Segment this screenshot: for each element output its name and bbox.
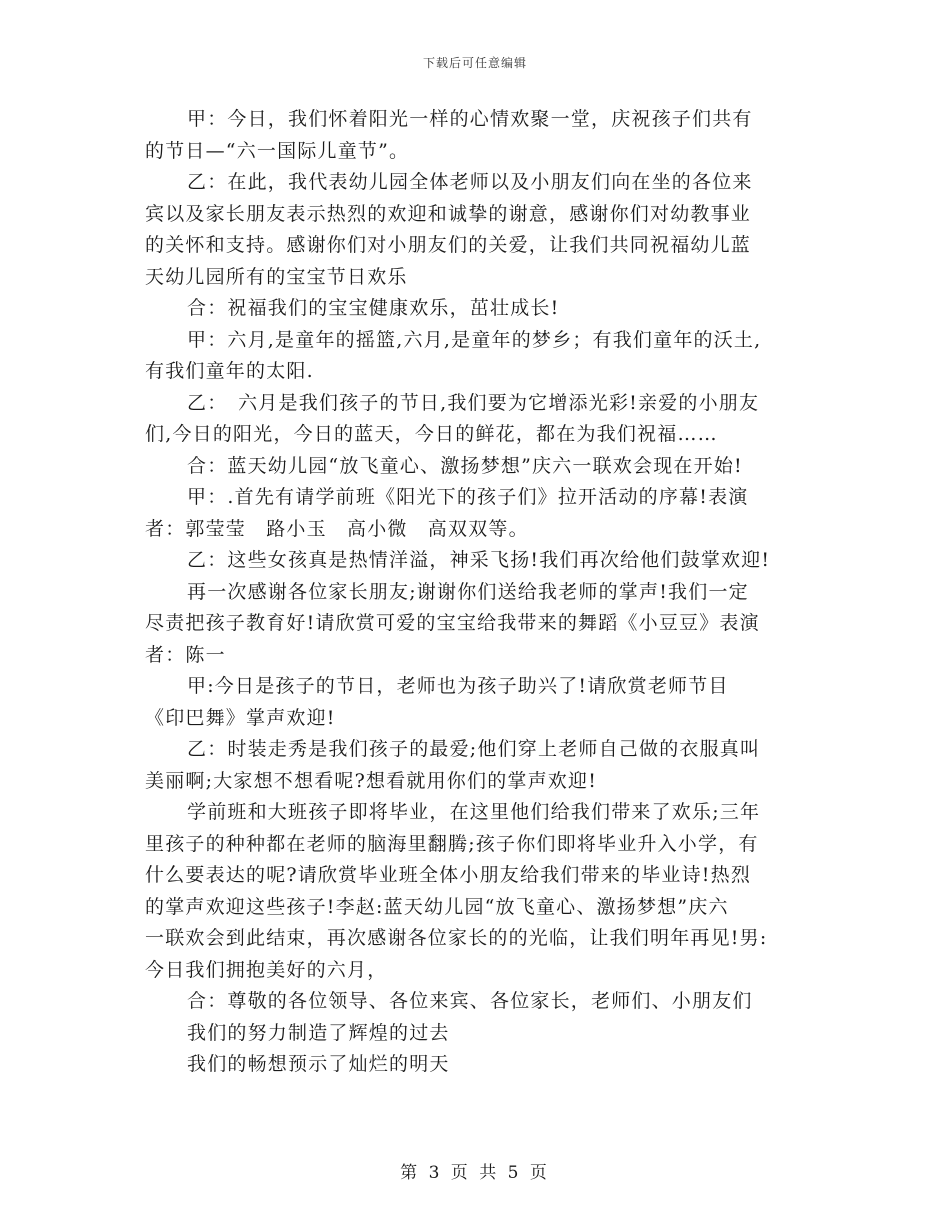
paragraph-line: 合：祝福我们的宝宝健康欢乐，茁壮成长! bbox=[187, 297, 560, 319]
page-footer: 第 3 页 共 5 页 bbox=[400, 1163, 550, 1183]
paragraph-line: 的关怀和支持。感谢你们对小朋友们的关爱，让我们共同祝福幼儿蓝 bbox=[145, 234, 752, 256]
paragraph-line: 乙：时装走秀是我们孩子的最爱;他们穿上老师自己做的衣服真叫 bbox=[187, 738, 761, 760]
paragraph-line: 乙： 六月是我们孩子的节日,我们要为它增添光彩!亲爱的小朋友 bbox=[187, 391, 760, 414]
paragraph-line: 乙：在此，我代表幼儿园全体老师以及小朋友们向在坐的各位来 bbox=[187, 171, 753, 193]
paragraph-line: 的掌声欢迎这些孩子!李赵:蓝天幼儿园“放飞童心、激扬梦想”庆六 bbox=[145, 895, 729, 918]
paragraph-line: 什么要表达的呢?请欣赏毕业班全体小朋友给我们带来的毕业诗!热烈 bbox=[145, 864, 752, 886]
page-header: 下载后可任意编辑 bbox=[422, 56, 527, 70]
paragraph-line: 里孩子的种种都在老师的脑海里翻腾;孩子你们即将毕业升入小学，有 bbox=[145, 832, 759, 855]
paragraph-line: 乙：这些女孩真是热情洋溢，神采飞扬!我们再次给他们鼓掌欢迎! bbox=[187, 549, 771, 571]
paragraph-line: 我们的畅想预示了灿烂的明天 bbox=[187, 1053, 450, 1075]
paragraph-line: 宾以及家长朋友表示热烈的欢迎和诚挚的谢意，感谢你们对幼教事业 bbox=[145, 202, 752, 225]
paragraph-line: 甲:今日是孩子的节日，老师也为孩子助兴了!请欣赏老师节目 bbox=[187, 675, 729, 697]
paragraph-line: 美丽啊;大家想不想看呢?想看就用你们的掌声欢迎! bbox=[145, 769, 598, 792]
paragraph-line: 甲：六月,是童年的摇篮,六月,是童年的梦乡；有我们童年的沃土, bbox=[187, 328, 762, 351]
paragraph-line: 者：陈一 bbox=[145, 643, 226, 666]
paragraph-line: 一联欢会到此结束，再次感谢各位家长的的光临，让我们明年再见!男: bbox=[145, 927, 768, 949]
paragraph-line: 我们的努力制造了辉煌的过去 bbox=[187, 1021, 450, 1044]
paragraph-line: 天幼儿园所有的宝宝节日欢乐 bbox=[145, 265, 408, 288]
paragraph-line: 合：尊敬的各位领导、各位来宾、各位家长，老师们、小朋友们 bbox=[187, 990, 753, 1012]
paragraph-line: 再一次感谢各位家长朋友;谢谢你们送给我老师的掌声!我们一定 bbox=[187, 580, 749, 603]
paragraph-line: 合：蓝天幼儿园“放飞童心、激扬梦想”庆六一联欢会现在开始! bbox=[187, 454, 743, 477]
paragraph-line: 今日我们拥抱美好的六月， bbox=[145, 958, 388, 981]
paragraph-line: 甲：.首先有请学前班《阳光下的孩子们》拉开活动的序幕!表演 bbox=[187, 486, 749, 508]
paragraph-line: 《印巴舞》掌声欢迎! bbox=[145, 706, 336, 729]
document-body bbox=[145, 104, 810, 1081]
paragraph-line: 者：郭莹莹 路小玉 高小微 高双双等。 bbox=[145, 517, 529, 540]
paragraph-line: 有我们童年的太阳. bbox=[145, 360, 314, 382]
paragraph-line: 学前班和大班孩子即将毕业，在这里他们给我们带来了欢乐;三年 bbox=[187, 801, 761, 823]
paragraph-line: 的节日—“六一国际儿童节”。 bbox=[145, 139, 410, 162]
paragraph-line: 尽责把孩子教育好!请欣赏可爱的宝宝给我带来的舞蹈《小豆豆》表演 bbox=[145, 612, 760, 634]
paragraph-line: 甲：今日，我们怀着阳光一样的心情欢聚一堂，庆祝孩子们共有 bbox=[187, 108, 753, 130]
paragraph-line: 们,今日的阳光，今日的蓝天，今日的鲜花，都在为我们祝福…… bbox=[145, 423, 718, 445]
